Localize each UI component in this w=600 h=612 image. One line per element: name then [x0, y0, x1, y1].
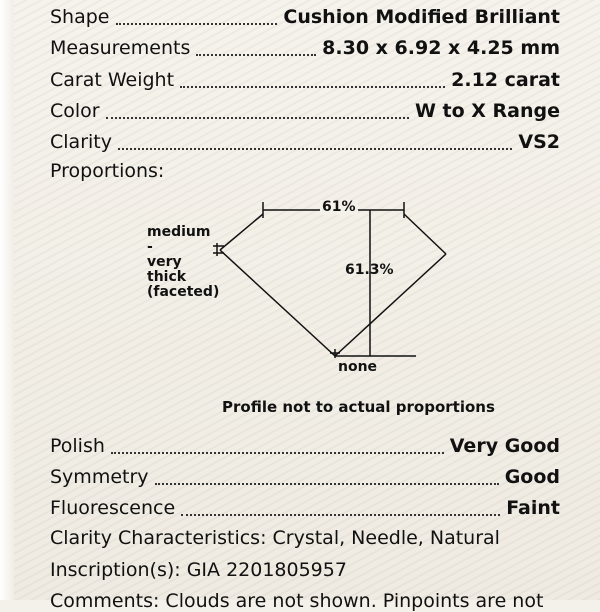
leader-dots: [106, 117, 409, 119]
leader-dots: [155, 483, 499, 485]
measurements-label: Measurements: [50, 37, 191, 59]
culet-label: none: [338, 359, 378, 375]
shape-row: [50, 2, 560, 32]
leader-dots: [111, 452, 444, 454]
proportions-diagram: [140, 190, 480, 390]
leader-dots: [116, 23, 278, 25]
depth-percent: 61.3%: [345, 262, 394, 278]
polish-label: Polish: [50, 435, 105, 457]
symmetry-label: Symmetry: [50, 466, 149, 488]
symmetry-row: [50, 462, 560, 492]
clarity-label: Clarity: [50, 131, 112, 153]
clarity-row: [50, 127, 560, 157]
symmetry-value: Good: [504, 466, 560, 488]
diagram-caption: Profile not to actual proportions: [222, 398, 495, 416]
fluorescence-row: [50, 493, 560, 523]
color-label: Color: [50, 100, 100, 122]
clarity-characteristics: Clarity Characteristics: Crystal, Needle, Natural: [50, 527, 500, 549]
girdle-line-3: very: [147, 254, 182, 270]
girdle-line-1: medium: [147, 224, 211, 240]
polish-value: Very Good: [449, 435, 560, 457]
leader-dots: [181, 514, 500, 516]
girdle-line-2: -: [147, 239, 153, 255]
color-value: W to X Range: [414, 100, 560, 122]
table-percent: 61%: [322, 199, 356, 215]
shape-label: Shape: [50, 6, 110, 28]
shape-value: Cushion Modified Brilliant: [283, 6, 560, 28]
comments-partial: Comments: Clouds are not shown. Pinpoints are not: [50, 590, 544, 612]
color-row: [50, 96, 560, 126]
girdle-line-4: thick: [147, 269, 187, 285]
fluorescence-label: Fluorescence: [50, 497, 176, 519]
carat-weight-value: 2.12 carat: [451, 69, 560, 91]
leader-dots: [118, 148, 512, 150]
fluorescence-value: Faint: [506, 497, 560, 519]
measurements-value: 8.30 x 6.92 x 4.25 mm: [322, 37, 560, 59]
leader-dots: [196, 54, 316, 56]
measurements-row: [50, 33, 560, 63]
carat-weight-row: [50, 65, 560, 95]
girdle-line-5: (faceted): [147, 284, 220, 300]
clarity-value: VS2: [518, 131, 560, 153]
leader-dots: [180, 86, 445, 88]
proportions-heading: Proportions:: [50, 160, 165, 182]
inscription: Inscription(s): GIA 2201805957: [50, 559, 347, 581]
carat-weight-label: Carat Weight: [50, 69, 175, 91]
polish-row: [50, 431, 560, 461]
paper-edge: [0, 0, 14, 600]
